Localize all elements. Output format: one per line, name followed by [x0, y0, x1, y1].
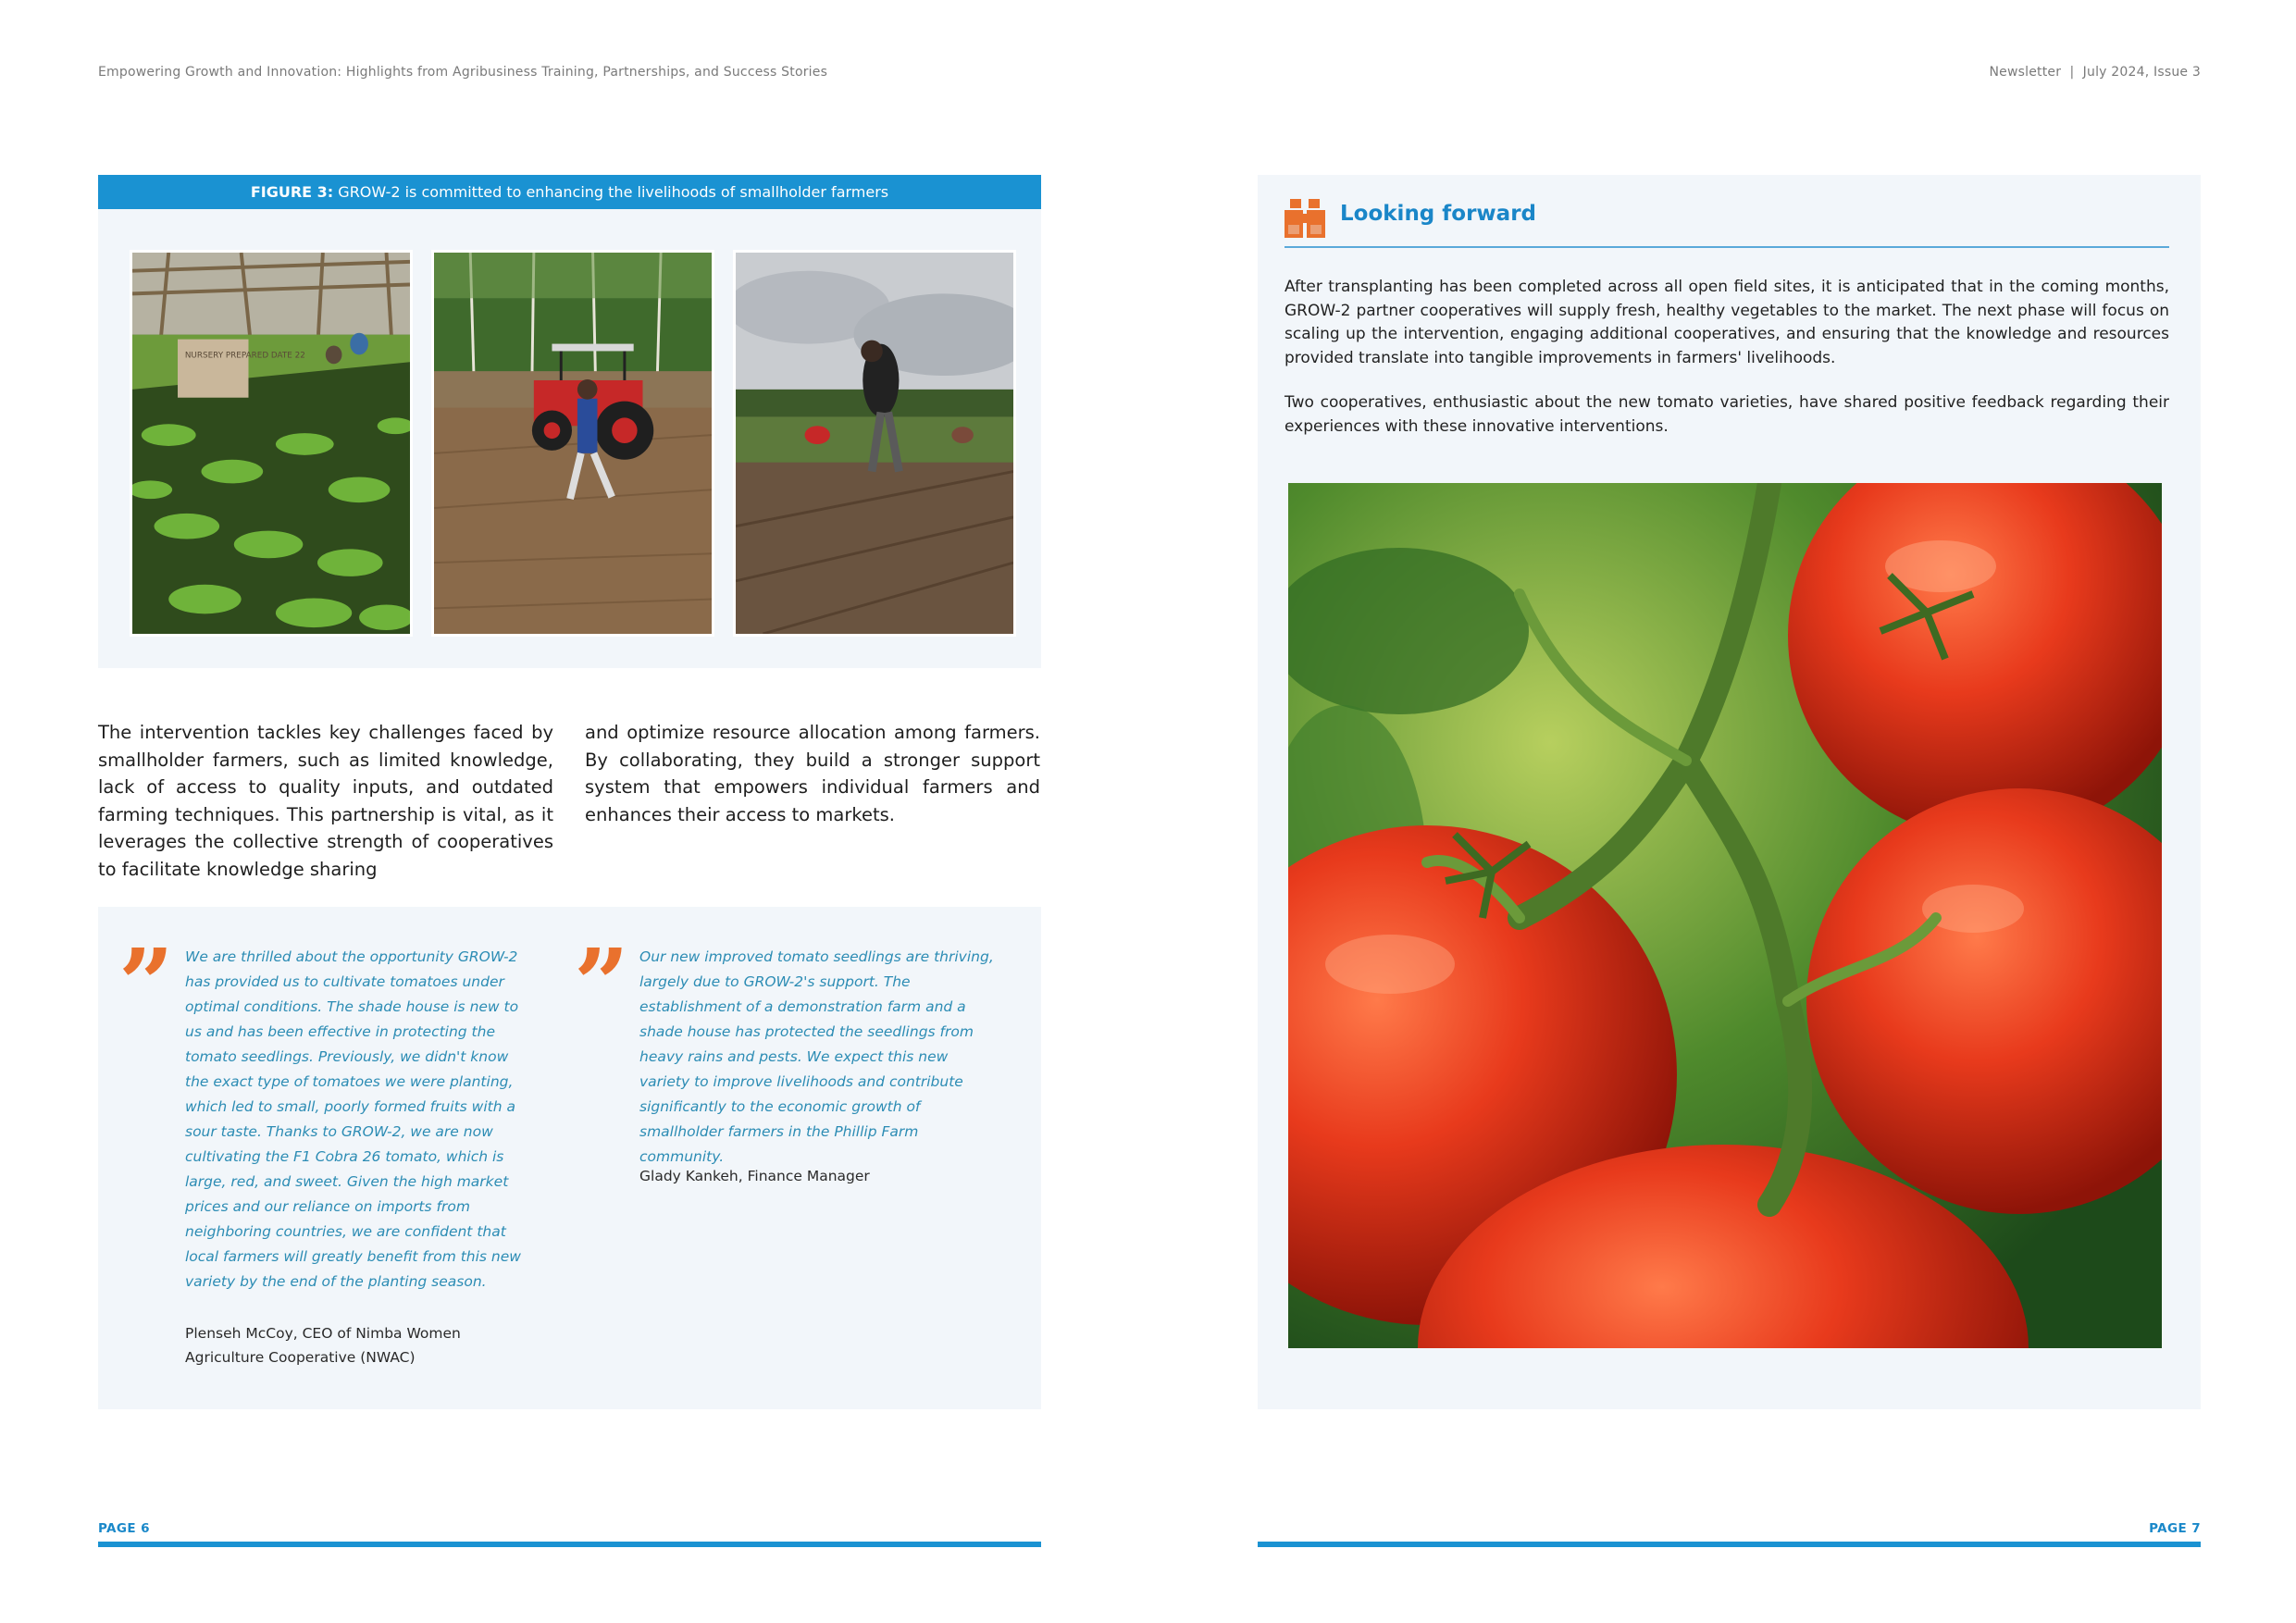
- tomato-photo: [1288, 483, 2162, 1348]
- photo-field-workers: [733, 250, 1016, 637]
- looking-forward-paragraph-2: Two cooperatives, enthusiastic about the new tomato varieties, have shared positive feedback regarding their experiences with these innovative interventions.: [1285, 393, 2169, 436]
- testimonial-attribution-2: Glady Kankeh, Finance Manager: [639, 1168, 870, 1184]
- page-number-right: PAGE 7: [2149, 1521, 2201, 1536]
- footer-rule-right: [1258, 1542, 2201, 1547]
- page-number-left: PAGE 6: [98, 1521, 150, 1536]
- binoculars-icon: [1283, 197, 1327, 238]
- figure-label: FIGURE 3:: [250, 183, 334, 201]
- testimonial-quote-2: Our new improved tomato seedlings are thriving, largely due to GROW-2's support. The establishment of a demonstration farm and a shade house has protected the seedlings from heavy rains and pests. We expect this new variety to improve livelihoods and contribute significantly to the economic growth of smallholder farmers in the Phillip Farm community.: [639, 948, 994, 1165]
- nursery-sign-text: NURSERY PREPARED DATE 22: [184, 351, 305, 361]
- body-text-column-2: and optimize resource allocation among farmers. By collaborating, they build a stronger support system that empowers individual farmers and enhances their access to markets.: [585, 722, 1040, 825]
- testimonial-attribution-1: Plenseh McCoy, CEO of Nimba Women Agriculture Cooperative (NWAC): [185, 1325, 461, 1366]
- quote-mark-icon-1: ”: [118, 927, 174, 1041]
- photo-nursery: [130, 250, 413, 637]
- body-text-column-1: The intervention tackles key challenges faced by smallholder farmers, such as limited knowledge, lack of access to quality inputs, and outdated farming techniques. This partnership is vital, as it leverages the collective strength of cooperatives to facilitate knowledge sharing: [98, 722, 553, 880]
- figure-caption-bar: [98, 175, 1041, 209]
- quote-mark-icon-2: ”: [574, 927, 629, 1041]
- running-header-left: Empowering Growth and Innovation: Highlights from Agribusiness Training, Partnerships, and Success Stories: [98, 65, 828, 80]
- section-title-rule: [1285, 246, 2169, 248]
- footer-rule-left: [98, 1542, 1041, 1547]
- photo-tractor: [431, 250, 714, 637]
- looking-forward-paragraph-1: After transplanting has been completed across all open field sites, it is anticipated that in the coming months, GROW-2 partner cooperatives will supply fresh, healthy vegetables to the market. The next phase will focus on scaling up the intervention, engaging additional cooperatives, and ensuring that the knowledge and resources provided translate into tangible improvements in farmers' livelihoods.: [1285, 278, 2169, 367]
- section-title-looking-forward: Looking forward: [1340, 202, 1537, 226]
- figure-caption: GROW-2 is committed to enhancing the livelihoods of smallholder farmers: [333, 183, 889, 201]
- testimonial-quote-1: We are thrilled about the opportunity GROW-2 has provided us to cultivate tomatoes under optimal conditions. The shade house is new to us and has been effective in protecting the tomato seedlings. Previously, we didn't know the exact type of tomatoes we were planting, which led to small, poorly formed fruits with a sour taste. Thanks to GROW-2, we are now cultivating the F1 Cobra 26 tomato, which is large, red, and sweet. Given the high market prices and our reliance on imports from neighboring countries, we are confident that local farmers will greatly benefit from this new variety by the end of the planting season.: [185, 948, 521, 1290]
- running-header-right: Newsletter | July 2024, Issue 3: [1989, 65, 2201, 80]
